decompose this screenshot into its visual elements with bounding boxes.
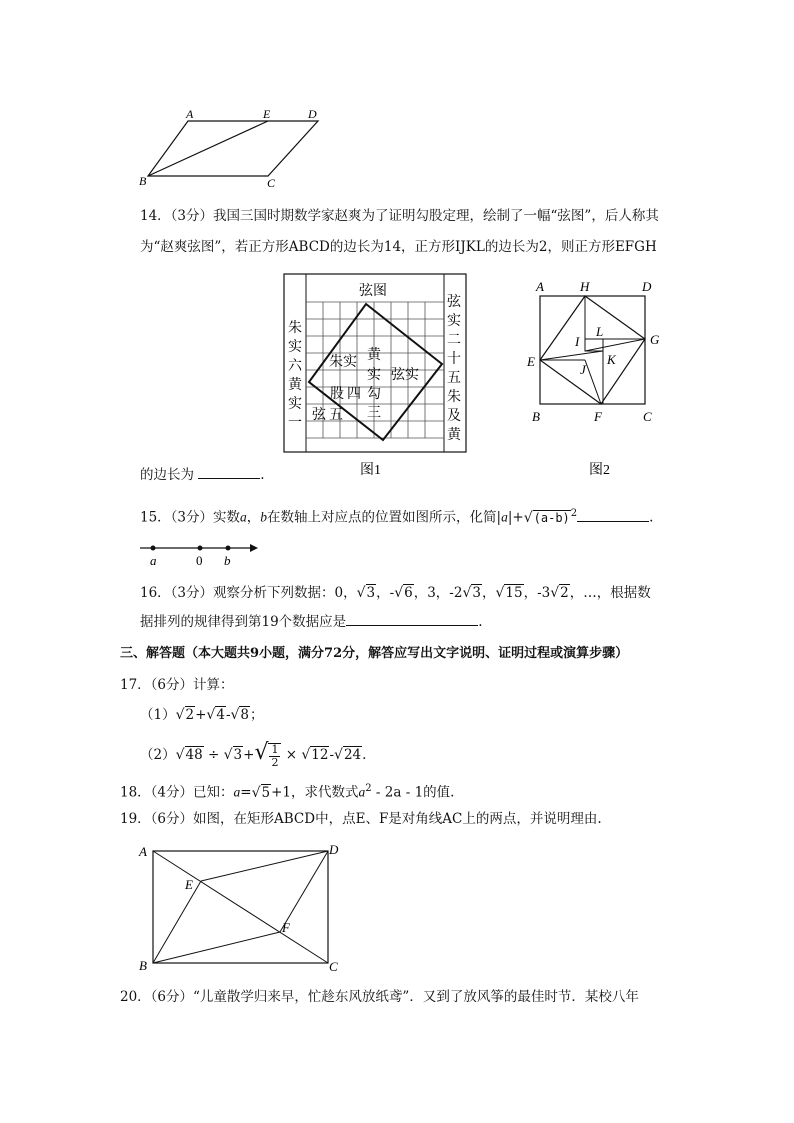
inner-xian: 弦	[312, 408, 326, 423]
rectangle-figure	[135, 840, 350, 975]
sqrt-expression: √(a-b)	[523, 509, 570, 526]
label-B: B	[139, 174, 147, 188]
label-C: C	[267, 176, 276, 190]
q17-head: 17．（6分）计算：	[120, 677, 234, 693]
fig2-label-K: K	[607, 352, 616, 367]
q20: 20．（6分）“儿童散学归来早，忙趁东风放纸鸢”．又到了放风筝的最佳时节．某校八年	[120, 989, 639, 1005]
fig2-label-D: D	[642, 279, 652, 294]
fig2-label-I: I	[575, 334, 580, 349]
right-col-6: 及	[447, 409, 461, 424]
right-col-5: 朱	[447, 390, 461, 405]
fig2-label-E: E	[527, 354, 535, 369]
q18: 18．（4分）已知：a=√5+1，求代数式$a^2 - 2a - 1$的值.	[120, 783, 455, 801]
right-col-4: 五	[447, 371, 461, 386]
right-col-2: 二	[447, 333, 461, 348]
inner-huang: 黄	[367, 348, 381, 363]
q14-line2: 为“赵爽弦图”，若正方形ABCD的边长为14，正方形IJKL的边长为2，则正方形EFGH	[140, 239, 657, 255]
left-col-4: 实	[288, 397, 302, 412]
inner-xianshi: 弦实	[391, 368, 419, 383]
answer-blank-16[interactable]	[346, 613, 478, 626]
inner-wu: 五	[329, 408, 343, 423]
fig19-label-C: C	[329, 959, 338, 974]
left-col-5: 一	[288, 416, 302, 431]
fig19-label-B: B	[139, 958, 147, 973]
numline-zero: 0	[196, 553, 203, 568]
left-col-1: 实	[288, 340, 302, 355]
label-E: E	[263, 107, 271, 121]
inner-zhushi: 朱实	[329, 355, 357, 370]
fig2-label-J: J	[580, 362, 586, 377]
inner-gu: 股	[330, 387, 344, 402]
right-col-7: 黄	[447, 428, 461, 443]
parallelogram-figure	[135, 105, 335, 190]
caption-fig2: 图2	[589, 463, 610, 478]
q16-line2: 据排列的规律得到第19个数据应是 .	[140, 614, 483, 630]
right-col-3: 十	[447, 352, 461, 367]
right-col-0: 弦	[447, 295, 461, 310]
q14-line3: 的边长为 .	[140, 467, 265, 483]
fig19-label-D: D	[329, 842, 339, 857]
inner-si: 四	[347, 387, 361, 402]
left-col-2: 六	[288, 359, 302, 374]
q16-line1: 16．（3分）观察分析下列数据：0，√3，-√6，3，-2√3，√15，-3√2，…，根据数	[140, 585, 651, 601]
q19: 19．（6分）如图，在矩形ABCD中，点E、F是对角线AC上的两点，并说明理由.	[120, 811, 602, 827]
caption-fig1: 图1	[360, 463, 381, 478]
numline-b: b	[224, 553, 231, 568]
answer-blank-15[interactable]	[577, 509, 649, 522]
q17-part2: （2）√48 ÷ √3+√ $\frac{1}{2}$ × √12-√24.	[140, 740, 367, 769]
fig19-label-A: A	[139, 844, 147, 859]
fig2-label-H: H	[580, 279, 590, 294]
fig19-label-E: E	[185, 877, 193, 892]
answer-blank-14[interactable]	[198, 466, 260, 479]
q17-part1: （1）√2+√4-√8；	[140, 707, 264, 723]
q15: 15．（3分）实数a，b在数轴上对应点的位置如图所示，化简$|a|+√(a-b)^2$ .	[140, 508, 654, 526]
fig2-label-A: A	[536, 279, 544, 294]
right-col-1: 实	[447, 314, 461, 329]
zhaoshuang-figure	[524, 278, 674, 483]
xiantu-figure	[282, 272, 468, 482]
fig2-label-G: G	[650, 332, 660, 347]
fig2-label-L: L	[596, 324, 604, 339]
q14-line1: 14．（3分）我国三国时期数学家赵爽为了证明勾股定理，绘制了一幅“弦图”，后人称其	[140, 208, 659, 224]
inner-shi: 实	[367, 368, 381, 383]
xiantu-title: 弦图	[359, 284, 387, 299]
left-col-3: 黄	[288, 378, 302, 393]
number-line	[138, 538, 263, 570]
fig2-label-C: C	[643, 409, 652, 424]
fig2-label-B: B	[532, 409, 540, 424]
fig19-label-F: F	[282, 920, 290, 935]
label-D: D	[308, 107, 317, 121]
fig2-label-F: F	[594, 409, 602, 424]
label-A: A	[186, 107, 194, 121]
section-3-heading: 三、解答题（本大题共9小题，满分72分，解答应写出文字说明、证明过程或演算步骤）	[120, 646, 629, 661]
inner-gou: 勾	[367, 387, 381, 402]
left-col-0: 朱	[288, 321, 302, 336]
inner-san: 三	[367, 406, 381, 421]
numline-a: a	[150, 553, 157, 568]
